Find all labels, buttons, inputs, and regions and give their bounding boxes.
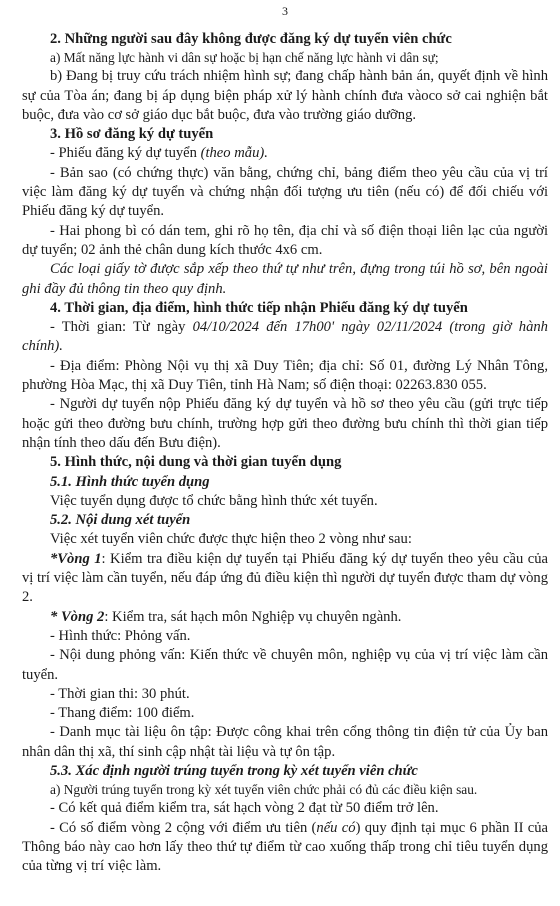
section-5-2-text: Việc xét tuyển viên chức được thực hiện theo 2 vòng như sau: — [50, 531, 412, 548]
section-3-item-1-text: - Phiếu đăng ký dự tuyển — [50, 145, 197, 162]
section-5-3-item-c-note: nếu có — [316, 819, 356, 836]
section-5-1-text: Việc tuyển dụng được tổ chức bằng hình thức xét tuyển. — [50, 492, 378, 509]
round-1-label: *Vòng 1 — [50, 550, 102, 567]
section-4-time-prefix: - Thời gian: Từ ngày — [50, 319, 186, 336]
exam-duration: - Thời gian thi: 30 phút. — [50, 685, 190, 702]
section-4-time — [22, 318, 548, 357]
section-5-3-item-c-suffix: ) quy định tại mục 6 phần II của Thông báo này cao hơn lấy theo thứ tự điểm từ cao xuống thấp trong chỉ tiêu tuyển dụng của từng vị trí việc làm. — [22, 819, 549, 875]
score-scale: - Thang điểm: 100 điểm. — [50, 705, 195, 722]
section-4-method: - Người dự tuyển nộp Phiếu đăng ký dự tuyển và hồ sơ theo yêu cầu (gửi trực tiếp hoặc gửi theo đường bưu chính, trường hợp gửi theo đường bưu chính thì thời gian tiếp nhận tính theo dấu đến Bưu điện). — [22, 396, 548, 451]
section-5-2-heading: 5.2. Nội dung xét tuyển — [50, 512, 191, 529]
section-3-item-2: - Bản sao (có chứng thực) văn bằng, chứng chỉ, bảng điểm theo yêu cầu của vị trí việc làm đăng ký dự tuyển và chứng nhận đối tượng ưu tiên (nếu có) để đối chiếu với Phiếu đăng ký dự tuyển. — [22, 164, 548, 220]
page-number: 3 — [282, 4, 288, 18]
section-5-heading: 5. Hình thức, nội dung và thời gian tuyển dụng — [50, 454, 342, 471]
section-3-item-1-note: (theo mẫu). — [200, 145, 268, 162]
section-5-3-heading: 5.3. Xác định người trúng tuyển trong kỳ xét tuyển viên chức — [50, 762, 418, 779]
section-5-3-item-a: a) Người trúng tuyển trong kỳ xét tuyển viên chức phải có đủ các điều kiện sau. — [50, 782, 478, 798]
section-4-time-range: 04/10/2024 đến 17h00' ngày 02/11/2024 — [192, 319, 443, 336]
section-3-item-1 — [22, 144, 548, 163]
round-2 — [22, 608, 548, 627]
section-3-item-3: - Hai phong bì có dán tem, ghi rõ họ tên, địa chỉ và số điện thoại liên lạc của người dự tuyển; 02 ảnh thẻ chân dung kích thước 4x6 cm. — [22, 222, 548, 258]
interview-form: - Hình thức: Phỏng vấn. — [50, 627, 191, 644]
section-5-3-item-c-prefix: - Có số điểm vòng 2 cộng với điểm ưu tiên ( — [50, 819, 317, 836]
round-1-text: : Kiểm tra điều kiện dự tuyển tại Phiếu đăng ký dự tuyển theo yêu cầu của vị trí việc làm cần tuyển, nếu đáp ứng đủ điều kiện thì người dự tuyển được tham dự vòng 2. — [22, 550, 548, 606]
section-2-item-b: b) Đang bị truy cứu trách nhiệm hình sự; đang chấp hành bản án, quyết định về hình sự của Tòa án; đang bị áp dụng biện pháp xử lý hành chính đưa vàoco sở cai nghiện bắt buộc, đưa vào cơ sở giáo dục bắt buộc, đưa vào trường giáo dưỡng. — [22, 68, 548, 123]
section-4-heading: 4. Thời gian, địa điểm, hình thức tiếp nhận Phiếu đăng ký dự tuyển — [50, 299, 468, 316]
round-2-label: * Vòng 2 — [50, 608, 105, 625]
round-1 — [22, 550, 548, 608]
section-5-3-item-b: - Có kết quả điểm kiểm tra, sát hạch vòng 2 đạt từ 50 điểm trở lên. — [50, 800, 439, 817]
section-2-item-a: a) Mất năng lực hành vi dân sự hoặc bị hạn chế năng lực hành vi dân sự; — [50, 50, 439, 66]
section-3-heading: 3. Hồ sơ đăng ký dự tuyển — [50, 126, 214, 143]
round-2-text: : Kiểm tra, sát hạch môn Nghiệp vụ chuyên ngành. — [104, 608, 402, 625]
study-materials: - Danh mục tài liệu ôn tập: Được công khai trên cổng thông tin điện tử của Ủy ban nhân dân thị xã, thí sinh cập nhật tài liệu và tự ôn tập. — [22, 724, 548, 760]
interview-content: - Nội dung phỏng vấn: Kiến thức về chuyên môn, nghiệp vụ của vị trí việc làm cần tuyển. — [22, 647, 548, 683]
section-5-1-heading: 5.1. Hình thức tuyển dụng — [50, 473, 210, 490]
section-4-time-note: (trong giờ hành chính). — [22, 319, 548, 355]
section-3-note: Các loại giấy tờ được sắp xếp theo thứ tự như trên, đựng trong túi hồ sơ, bên ngoài ghi đầy đủ thông tin theo quy định. — [22, 261, 548, 297]
section-5-3-item-c — [22, 819, 548, 877]
section-4-place: - Địa điểm: Phòng Nội vụ thị xã Duy Tiên; địa chỉ: Số 01, đường Lý Nhân Tông, phường Hòa Mạc, thị xã Duy Tiên, tỉnh Hà Nam; số điện thoại: 02263.830 055. — [22, 357, 548, 394]
section-2-heading: 2. Những người sau đây không được đăng ký dự tuyển viên chức — [50, 31, 452, 47]
